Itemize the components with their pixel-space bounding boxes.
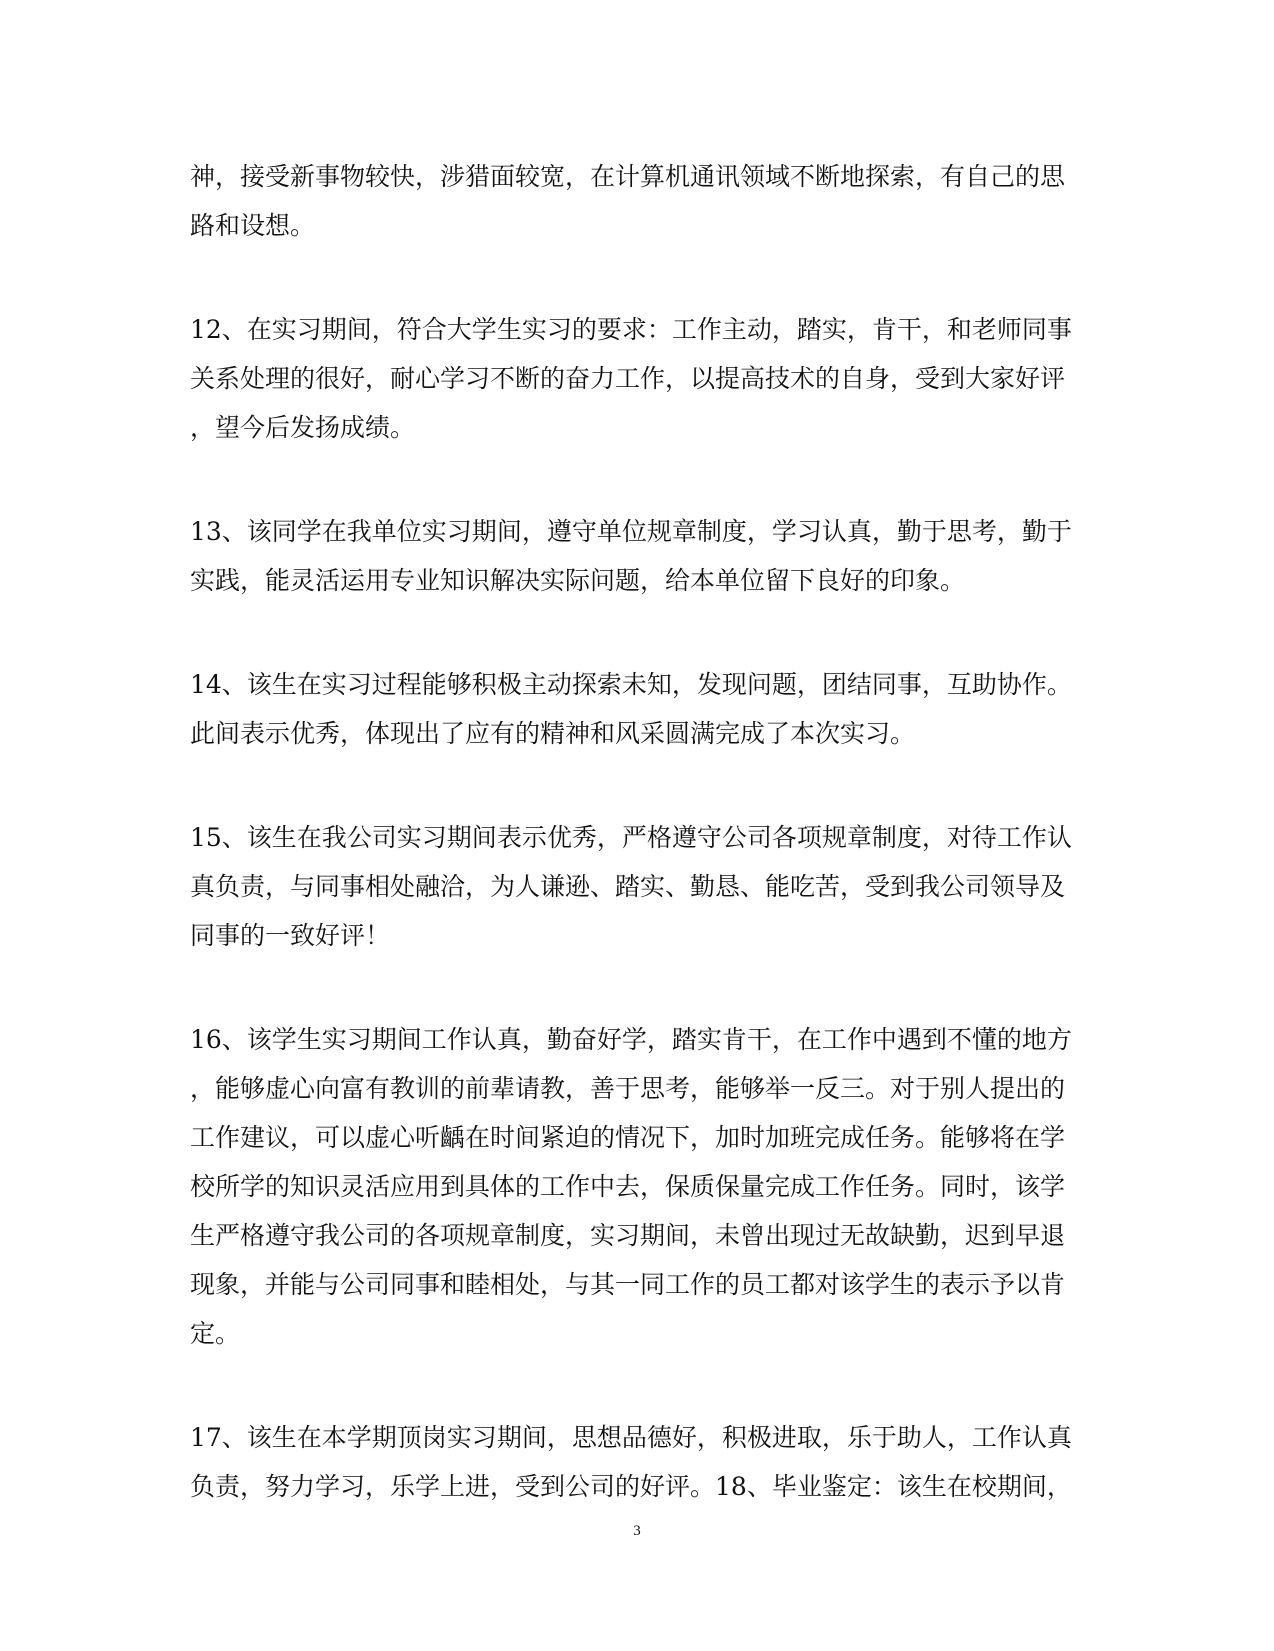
document-body <box>190 152 1070 1566</box>
text-line: 13、该同学在我单位实习期间，遵守单位规章制度，学习认真，勤于思考，勤于 <box>190 517 1072 546</box>
text-line: 关系处理的很好，耐心学习不断的奋力工作，以提高技术的自身，受到大家好评 <box>190 364 1066 393</box>
text-line: 14、该生在实习过程能够积极主动探索未知，发现问题，团结同事，互助协作。 <box>190 670 1072 699</box>
text-line: 负责，努力学习，乐学上进，受到公司的好评。18、毕业鉴定：该生在校期间， <box>190 1472 1072 1501</box>
text-line: 15、该生在我公司实习期间表示优秀，严格遵守公司各项规章制度，对待工作认 <box>190 823 1072 852</box>
text-line: 路和设想。 <box>190 211 316 240</box>
paragraph-16 <box>190 1015 1070 1358</box>
text-line: 12、在实习期间，符合大学生实习的要求：工作主动，踏实，肯干，和老师同事 <box>190 315 1072 344</box>
text-line: ，望今后发扬成绩。 <box>190 413 416 442</box>
text-line: 校所学的知识灵活应用到具体的工作中去，保质保量完成工作任务。同时，该学 <box>190 1172 1066 1201</box>
paragraph-17 <box>190 1413 1070 1511</box>
text-line: 16、该学生实习期间工作认真，勤奋好学，踏实肯干，在工作中遇到不懂的地方 <box>190 1025 1072 1054</box>
page-number: 3 <box>633 1523 641 1539</box>
text-line: 工作建议，可以虚心听齲在时间紧迫的情况下，加时加班完成任务。能够将在学 <box>190 1123 1066 1152</box>
text-line: 定。 <box>190 1319 241 1348</box>
text-line: 神，接受新事物较快，涉猎面较宽，在计算机通讯领域不断地探索，有自己的思 <box>190 162 1066 191</box>
text-line: ，能够虚心向富有教训的前辈请教，善于思考，能够举一反三。对于别人提出的 <box>190 1074 1066 1103</box>
text-line: 生严格遵守我公司的各项规章制度，实习期间，未曾出现过无故缺勤，迟到早退 <box>190 1221 1066 1250</box>
text-line: 17、该生在本学期顶岗实习期间，思想品德好，积极进取，乐于助人，工作认真 <box>190 1423 1072 1452</box>
paragraph-13 <box>190 507 1070 605</box>
text-line: 真负责，与同事相处融洽，为人谦逊、踏实、勤恳、能吃苦，受到我公司领导及 <box>190 872 1066 901</box>
paragraph-continued <box>190 152 1070 250</box>
paragraph-15 <box>190 813 1070 960</box>
text-line: 同事的一致好评！ <box>190 921 391 950</box>
text-line: 此间表示优秀，体现出了应有的精神和风采圆满完成了本次实习。 <box>190 719 916 748</box>
text-line: 现象，并能与公司同事和睦相处，与其一同工作的员工都对该学生的表示予以肯 <box>190 1270 1066 1299</box>
paragraph-14 <box>190 660 1070 758</box>
paragraph-12 <box>190 305 1070 452</box>
text-line: 实践，能灵活运用专业知识解决实际问题，给本单位留下良好的印象。 <box>190 566 966 595</box>
